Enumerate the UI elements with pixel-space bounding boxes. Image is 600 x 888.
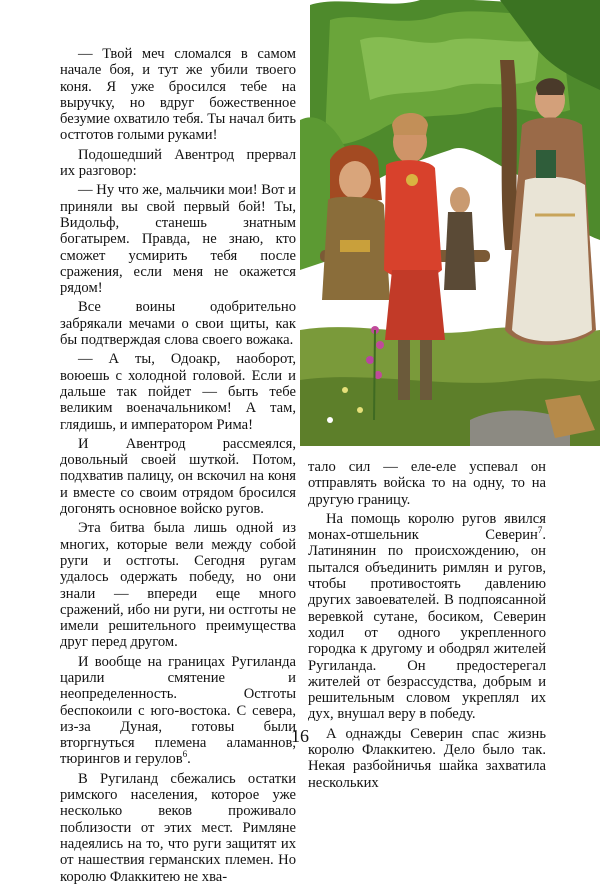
paragraph: И Авентрод рассмеялся, довольный своей шуткой. Потом, подхватив палицу, он вскочил на коня и вместе со своим отрядом бросился догонять основное войско ругов. bbox=[60, 435, 296, 518]
paragraph: — А ты, Одоакр, наоборот, воюешь с холодной головой. Если и дальше так пойдет — быть тебе великим военачальником! А там, глядишь, и императором Рима! bbox=[60, 351, 296, 433]
paragraph: В Ругиланд сбежались остатки римского населения, которое уже несколько веков проживало поблизости от этих мест. Римляне надеялись на то, что руги защитят их от нашествия германских племен. Но королю Флаккитею не хва- bbox=[60, 770, 296, 885]
illustration-drawing bbox=[300, 0, 600, 446]
paragraph: — Твой меч сломался в самом начале боя, и тут же убили твоего коня. Я уже бросился тебе на выручку, но вдруг божественное безумие охватило тебя. Ты начал бить остготов голыми руками! bbox=[60, 46, 296, 144]
ground bbox=[300, 327, 600, 446]
left-text-column bbox=[60, 46, 296, 888]
footnote-marker[interactable]: 7 bbox=[537, 525, 543, 536]
paragraph: — Ну что же, мальчики мои! Вот и приняли вы свой первый бой! Ты, Видольф, станешь знатным богатырем. Правда, не знаю, кто сможет усмирить тебя после сражения, если меня не окажется рядом! bbox=[60, 182, 296, 297]
paragraph: Эта битва была лишь одной из многих, которые вели между собой руги и остготы. Сегодня ругам удалось одержать победу, но они знали — впереди еще много сражений, ибо ни руги, ни остготы не имели решительного преимущества друг перед другом. bbox=[60, 520, 296, 651]
paragraph: Подошедший Авентрод прервал их разговор: bbox=[60, 146, 296, 180]
footnote-marker[interactable]: 6 bbox=[182, 749, 188, 760]
page-number: 16 bbox=[291, 726, 309, 746]
paragraph-continuation: тало сил — еле-еле успевал он отправлять войска то на одну, то на другую границу. bbox=[308, 459, 546, 508]
paragraph: На помощь королю ругов явился монах-отшельник Северин$^7$. Латинянин по происхождению, он пытался объединить римлян и ругов, чтобы противостоять давлению других завоевателей. В подпоясанной веревкой сутане, босиком, Северин ходил от одного укрепленного городка к другому и ободрял жителей Ругиланда. Он предостерегал жителей от безрассудства, добрым и решительным словом укреплял их дух, внушал веру в победу. bbox=[308, 510, 546, 723]
paragraph: А однажды Северин спас жизнь королю Флаккитею. Дело было так. Некая разбойничья шайка захватила нескольких bbox=[308, 725, 546, 791]
paragraph: Все воины одобрительно забрякали мечами о свои щиты, как бы подтверждая слова своего вожака. bbox=[60, 299, 296, 349]
paragraph: И вообще на границах Ругиланда царили смятение и неопределенность. Остготы беспокоили с юго-востока. С севера, из-за Дуная, готовы были вторгнуться племена аламаннов, тюрингов и герулов$^6$. bbox=[60, 653, 296, 768]
illustration-warriors-and-monk bbox=[300, 0, 600, 446]
